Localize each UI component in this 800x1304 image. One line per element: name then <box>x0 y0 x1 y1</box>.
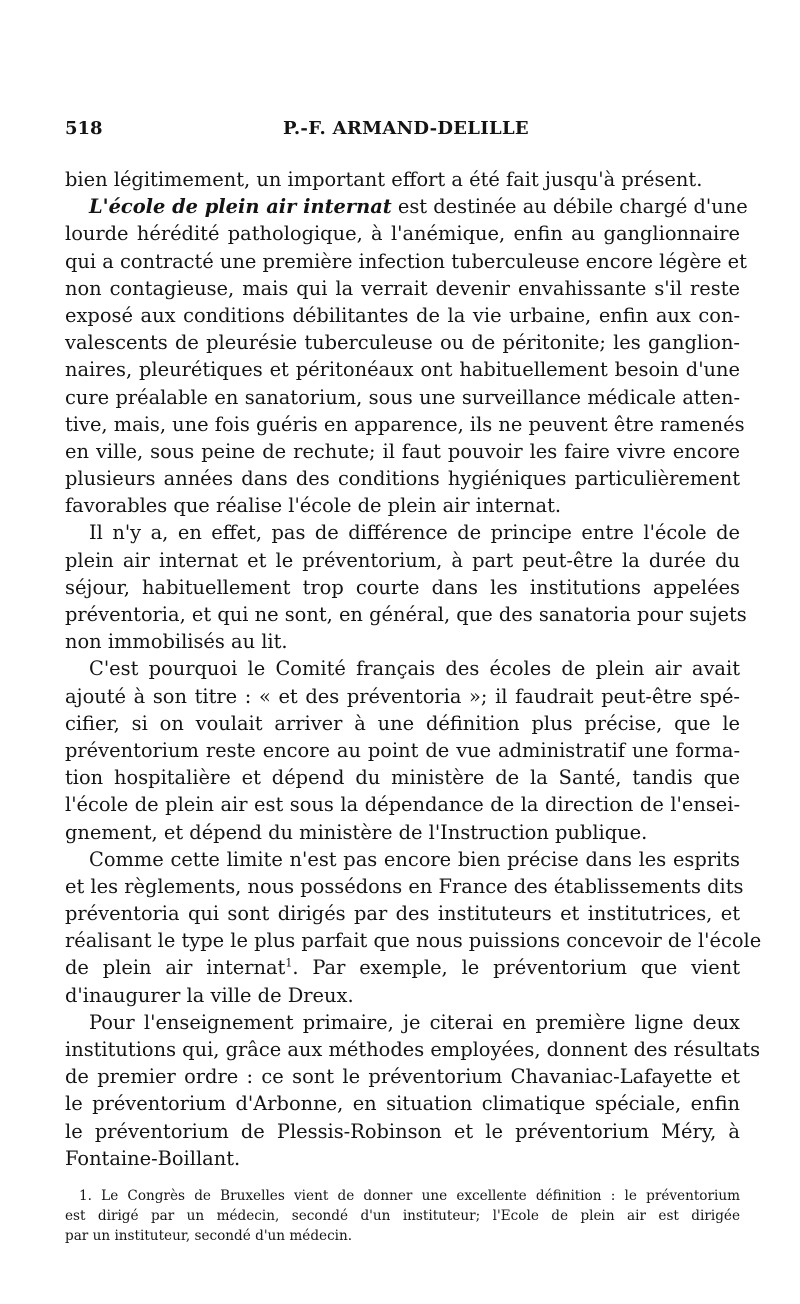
text-line: plein air internat et le préventorium, à part peut-être la durée du <box>65 548 740 572</box>
paragraph-4 <box>65 655 740 845</box>
text-line: lourde hérédité pathologique, à l'anémique, enfin au ganglionnaire <box>65 222 740 246</box>
text-line: cure préalable en sanatorium, sous une surveillance médicale atten- <box>65 385 740 409</box>
text-line: gnement, et dépend du ministère de l'Instruction publique. <box>65 820 648 844</box>
text-segment: est destinée au débile chargé d'une <box>391 195 748 219</box>
footnote-reference: 1 <box>285 956 293 970</box>
text-line: institutions qui, grâce aux méthodes employées, donnent des résultats <box>65 1038 761 1061</box>
text-line: de premier ordre : ce sont le préventorium Chavaniac-Lafayette et <box>65 1065 740 1089</box>
text-line <box>65 193 748 220</box>
text-line: plusieurs années dans des conditions hygiéniques particulièrement <box>65 467 740 491</box>
text-line: séjour, habituellement trop courte dans les institutions appelées <box>65 575 740 599</box>
text-line: qui a contracté une première infection tuberculeuse encore légère et <box>65 249 747 273</box>
text-line: en ville, sous peine de rechute; il faut pouvoir les faire vivre encore <box>65 439 740 463</box>
text-line: valescents de pleurésie tuberculeuse ou de péritonite; les ganglion- <box>65 331 740 355</box>
text-line: naires, pleurétiques et péritonéaux ont habituellement besoin d'une <box>65 358 740 382</box>
text-line: préventoria qui sont dirigés par des instituteurs et institutrices, et <box>65 902 740 926</box>
footnote-line: est dirigé par un médecin, secondé d'un instituteur; l'Ecole de plein air est dirigée <box>65 1208 740 1224</box>
paragraph-1 <box>65 166 740 193</box>
text-line: exposé aux conditions débilitantes de la vie urbaine, enfin aux con- <box>65 303 740 327</box>
text-line: bien légitimement, un important effort a été fait jusqu'à présent. <box>65 168 703 191</box>
text-line: tion hospitalière et dépend du ministère de la Santé, tandis que <box>65 766 740 790</box>
text-line: non contagieuse, mais qui la verrait devenir envahissante s'il reste <box>65 276 740 300</box>
paragraph-5 <box>65 846 762 1009</box>
text-segment: . Par exemple, le préventorium que vient <box>292 956 740 980</box>
italic-term: L'école de plein air internat <box>89 195 392 219</box>
text-line: cifier, si on voulait arriver à une définition plus précise, que le <box>65 711 740 735</box>
footnote-line: 1. Le Congrès de Bruxelles vient de donner une excellente définition : le préventorium <box>79 1188 740 1204</box>
paragraph-6 <box>65 1009 761 1172</box>
footnote <box>65 1186 740 1246</box>
footnote-line: par un instituteur, secondé d'un médecin. <box>65 1228 353 1244</box>
text-line: ajouté à son titre : « et des préventoria »; il faudrait peut-être spé- <box>65 684 740 708</box>
text-line: Comme cette limite n'est pas encore bien précise dans les esprits <box>89 847 740 871</box>
text-line: non immobilisés au lit. <box>65 630 288 654</box>
text-line: le préventorium d'Arbonne, en situation climatique spéciale, enfin <box>65 1092 740 1116</box>
text-line: et les règlements, nous possédons en France des établissements dits <box>65 874 744 898</box>
text-line: d'inaugurer la ville de Dreux. <box>65 983 354 1007</box>
text-line: C'est pourquoi le Comité français des écoles de plein air avait <box>89 657 740 681</box>
text-line: Pour l'enseignement primaire, je citerai en première ligne deux <box>89 1010 740 1034</box>
text-segment: de plein air internat <box>65 956 286 980</box>
text-line: réalisant le type le plus parfait que nous puissions concevoir de l'école <box>65 929 762 953</box>
text-line: Fontaine-Boillant. <box>65 1146 241 1170</box>
text-line <box>65 954 740 981</box>
paragraph-3 <box>65 519 747 655</box>
text-line: favorables que réalise l'école de plein air internat. <box>65 494 562 518</box>
body-text <box>65 166 762 1172</box>
text-line: préventoria, et qui ne sont, en général, que des sanatoria pour sujets <box>65 603 747 626</box>
text-line: l'école de plein air est sous la dépendance de la direction de l'ensei- <box>65 793 740 817</box>
text-line: tive, mais, une fois guéris en apparence, ils ne peuvent être ramenés <box>65 412 745 436</box>
text-line: Il n'y a, en effet, pas de différence de principe entre l'école de <box>89 521 740 545</box>
paragraph-2 <box>65 193 748 519</box>
page-header <box>65 118 740 146</box>
text-line: préventorium reste encore au point de vue administratif une forma- <box>65 738 740 762</box>
page-number: 518 <box>65 118 103 139</box>
text-line: le préventorium de Plessis-Robinson et le préventorium Méry, à <box>65 1119 740 1143</box>
running-title: P.-F. ARMAND-DELILLE <box>283 118 529 139</box>
